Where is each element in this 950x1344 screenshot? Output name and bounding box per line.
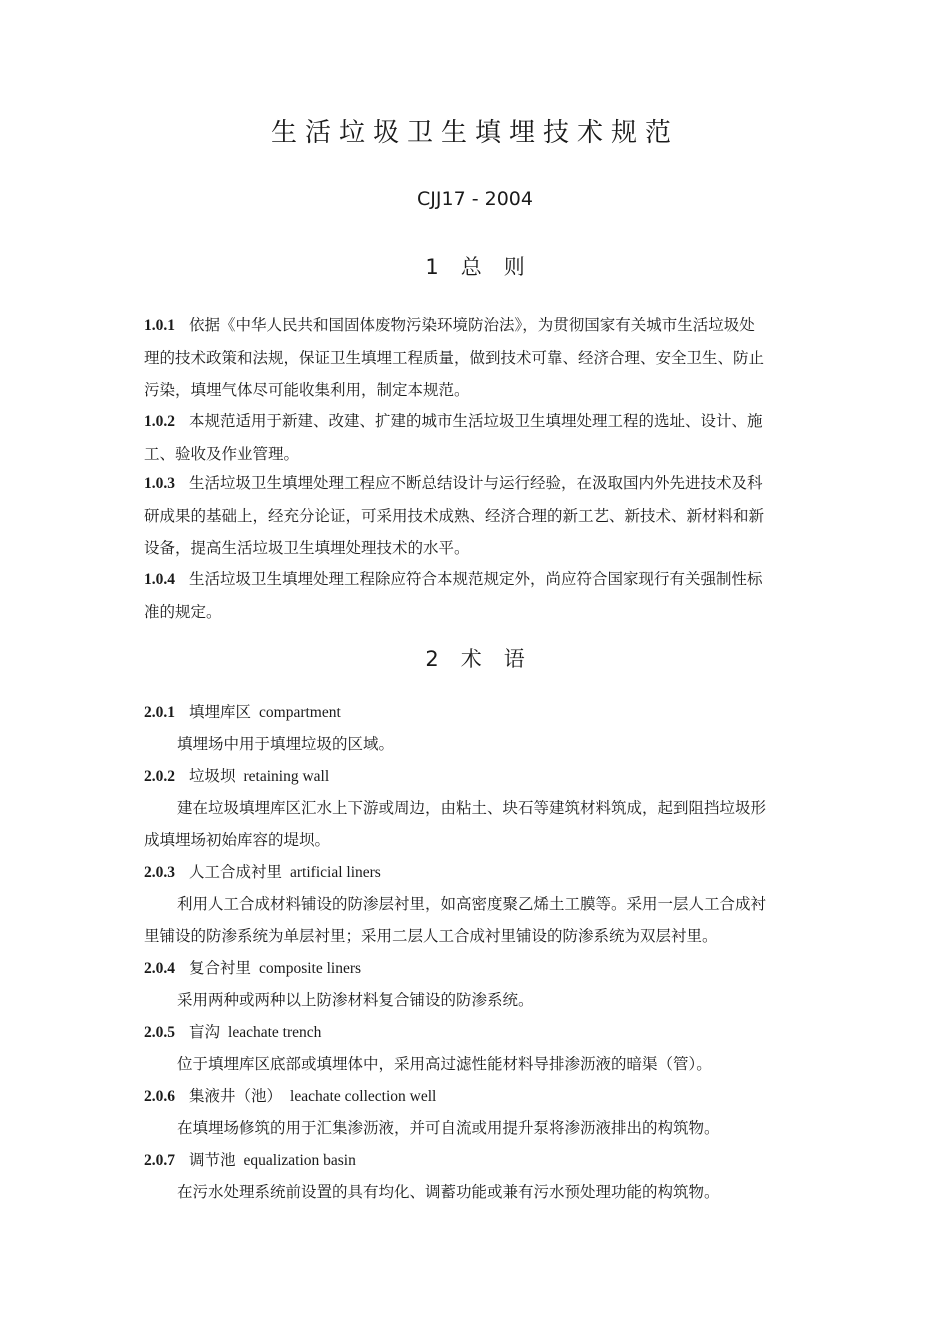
term-zh: 盲沟 <box>189 1023 221 1041</box>
term-definition <box>144 984 808 1016</box>
term-definition <box>144 1048 808 1080</box>
clause-1-0-1 <box>144 309 808 406</box>
definition-text: 里铺设的防渗系统为单层衬里；采用二层人工合成衬里铺设的防渗系统为双层衬里。 <box>144 927 718 945</box>
term-heading <box>144 760 808 792</box>
term-zh: 集液井（池） <box>189 1087 283 1105</box>
term-definition <box>144 888 808 952</box>
clause-number: 1.0.1 <box>144 317 175 334</box>
chapter-number: 1 <box>425 255 439 279</box>
standard-code: CJJ17 - 2004 <box>417 188 533 210</box>
clause-line <box>144 563 808 596</box>
chapter-title-part: 则 <box>503 255 525 279</box>
chapter-number: 2 <box>425 647 439 671</box>
term-heading <box>144 952 808 984</box>
term-en: artificial liners <box>290 864 381 881</box>
definition-text: 利用人工合成材料铺设的防渗层衬里，如高密度聚乙烯土工膜等。采用一层人工合成衬 <box>177 895 767 913</box>
term-definition <box>144 1176 808 1208</box>
term-en: leachate trench <box>228 1024 322 1041</box>
clause-number: 2.0.3 <box>144 864 175 881</box>
definition-text: 在污水处理系统前设置的具有均化、调蓄功能或兼有污水预处理功能的构筑物。 <box>177 1183 720 1201</box>
clause-text: 生活垃圾卫生填埋处理工程除应符合本规范规定外，尚应符合国家现行有关强制性标 <box>189 570 763 588</box>
term-zh: 垃圾坝 <box>189 767 236 785</box>
clause-text: 准的规定。 <box>144 603 222 621</box>
term-definition <box>144 1112 808 1144</box>
clause-number: 1.0.4 <box>144 571 175 588</box>
term-zh: 人工合成衬里 <box>189 863 283 881</box>
chapter-2-heading <box>0 643 950 673</box>
clause-number: 2.0.5 <box>144 1024 175 1041</box>
term-zh: 调节池 <box>189 1151 236 1169</box>
clause-1-0-2 <box>144 405 808 470</box>
term-zh: 复合衬里 <box>189 959 252 977</box>
chapter-1-heading <box>0 251 950 281</box>
definition-text: 在填埋场修筑的用于汇集渗沥液，并可自流或用提升泵将渗沥液排出的构筑物。 <box>177 1119 720 1137</box>
clause-1-0-4 <box>144 563 808 628</box>
clause-number: 1.0.2 <box>144 413 175 430</box>
clause-text: 设备，提高生活垃圾卫生填埋处理技术的水平。 <box>144 539 470 557</box>
term-heading <box>144 1016 808 1048</box>
clause-number: 2.0.2 <box>144 768 175 785</box>
term-heading <box>144 1080 808 1112</box>
clause-text: 依据《中华人民共和国固体废物污染环境防治法》，为贯彻国家有关城市生活垃圾处 <box>189 316 755 334</box>
clause-text: 研成果的基础上，经充分论证，可采用技术成熟、经济合理的新工艺、新技术、新材料和新 <box>144 507 765 525</box>
clause-number: 2.0.4 <box>144 960 175 977</box>
clause-text: 生活垃圾卫生填埋处理工程应不断总结设计与运行经验，在汲取国内外先进技术及科 <box>189 474 763 492</box>
definition-text: 建在垃圾填埋库区汇水上下游或周边，由粘土、块石等建筑材料筑成，起到阻挡垃圾形 <box>177 799 767 817</box>
term-definition <box>144 728 808 760</box>
clause-text: 理的技术政策和法规，保证卫生填埋工程质量，做到技术可靠、经济合理、安全卫生、防止 <box>144 349 765 367</box>
clause-line <box>144 309 808 342</box>
term-heading <box>144 696 808 728</box>
definition-text: 填埋场中用于填埋垃圾的区域。 <box>177 735 395 753</box>
terms-list <box>144 696 808 1208</box>
clause-number: 2.0.7 <box>144 1152 175 1169</box>
term-heading <box>144 1144 808 1176</box>
document-title: 生活垃圾卫生填埋技术规范 <box>270 118 679 148</box>
term-en: leachate collection well <box>290 1088 437 1105</box>
term-heading <box>144 856 808 888</box>
clause-1-0-3 <box>144 467 808 564</box>
chapter-title-part: 总 <box>460 255 482 279</box>
clause-number: 2.0.6 <box>144 1088 175 1105</box>
clause-text: 本规范适用于新建、改建、扩建的城市生活垃圾卫生填埋处理工程的选址、设计、施 <box>189 412 763 430</box>
term-zh: 填埋库区 <box>189 703 252 721</box>
term-definition <box>144 792 808 856</box>
term-en: composite liners <box>259 960 362 977</box>
clause-number: 2.0.1 <box>144 704 175 721</box>
definition-text: 采用两种或两种以上防渗材料复合铺设的防渗系统。 <box>177 991 534 1009</box>
chapter-title-part: 术 <box>460 647 482 671</box>
chapter-title-part: 语 <box>503 647 525 671</box>
clause-line <box>144 467 808 500</box>
term-en: compartment <box>259 704 341 721</box>
clause-text: 工、验收及作业管理。 <box>144 445 300 463</box>
definition-text: 位于填埋库区底部或填埋体中，采用高过滤性能材料导排渗沥液的暗渠（管）。 <box>177 1055 712 1073</box>
clause-line <box>144 405 808 438</box>
term-en: retaining wall <box>243 768 330 785</box>
clause-text: 污染，填埋气体尽可能收集利用，制定本规范。 <box>144 381 470 399</box>
definition-text: 成填埋场初始库容的堤坝。 <box>144 831 331 849</box>
term-en: equalization basin <box>243 1152 356 1169</box>
clause-number: 1.0.3 <box>144 475 175 492</box>
